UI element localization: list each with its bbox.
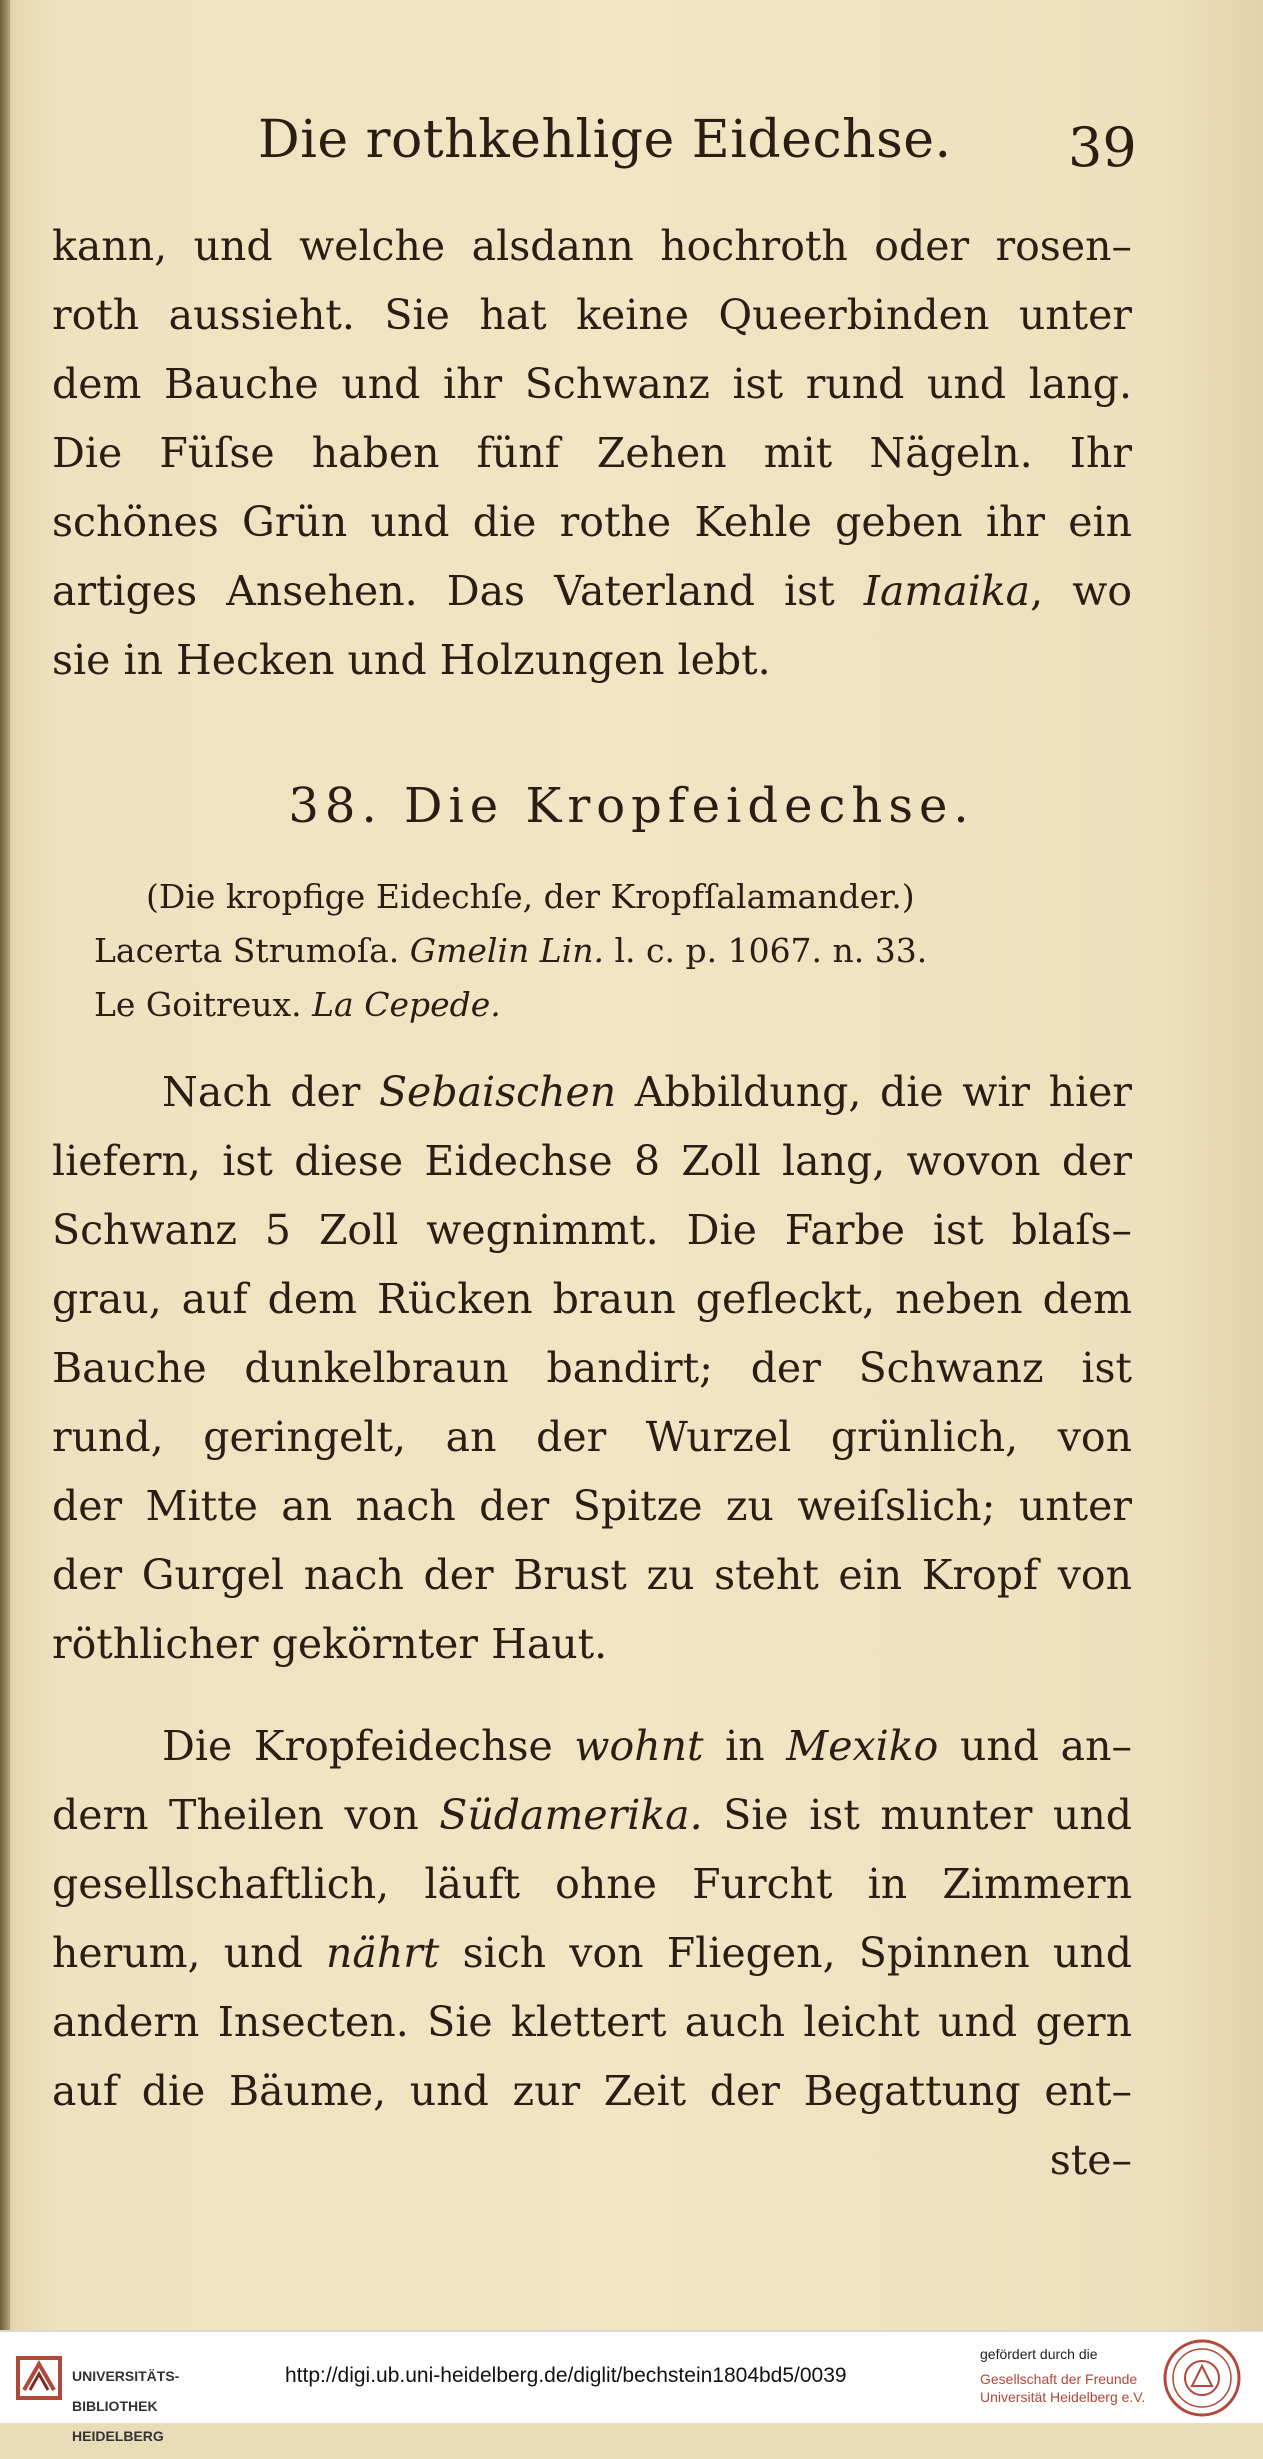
text-line	[52, 1712, 1132, 1781]
text-line: Die Füſse haben fünf Zehen mit Nägeln. Ihr	[52, 429, 1132, 477]
text-run: sich von Fliegen, Spinnen und	[439, 1929, 1132, 1977]
text-run: in	[703, 1722, 787, 1770]
text-run: , wo	[1030, 567, 1132, 615]
sponsor-name	[980, 2370, 1145, 2406]
place-name-italic: Mexiko	[786, 1722, 939, 1770]
keyword-italic: wohnt	[574, 1722, 704, 1770]
synonym-line	[94, 978, 1094, 1032]
paragraph-description	[52, 1058, 1132, 1679]
text-line	[52, 557, 1132, 626]
text-line: rund, geringelt, an der Wurzel grünlich, von	[52, 1413, 1132, 1461]
author-italic: Gmelin Lin.	[409, 931, 604, 970]
running-title: Die rothkehlige Eidechse.	[258, 110, 952, 170]
text-run: Die Kropfeidechse	[162, 1722, 575, 1770]
synonym-block	[94, 870, 1094, 1032]
page-number: 39	[1068, 116, 1137, 179]
text-line: roth aussieht. Sie hat keine Queerbinden unter	[52, 291, 1132, 339]
text-run: Nach der	[162, 1068, 379, 1116]
text-run: Le Goitreux.	[94, 985, 313, 1024]
text-run: l. c. p. 1067. n. 33.	[603, 931, 928, 970]
synonym-line: (Die kropfige Eidechſe, der Kropfſalamander.)	[146, 877, 915, 916]
text-line	[52, 1781, 1132, 1850]
text-line: der Mitte an nach der Spitze zu weiſslich; unter	[52, 1482, 1132, 1530]
text-line: kann, und welche alsdann hochroth oder rosen–	[52, 222, 1132, 270]
paragraph-habitat	[52, 1712, 1132, 2195]
author-italic: La Cepede.	[312, 985, 501, 1024]
text-run: dern Theilen von	[52, 1791, 440, 1839]
sponsor-label: gefördert durch die	[980, 2346, 1098, 2362]
university-seal-icon	[1162, 2338, 1242, 2418]
source-italic: Sebaischen	[378, 1068, 617, 1116]
text-line: auf die Bäume, und zur Zeit der Begattung ent–	[52, 2067, 1132, 2115]
text-run: Abbildung, die wir hier	[616, 1068, 1132, 1116]
keyword-italic: nährt	[326, 1929, 440, 1977]
library-name-line: UNIVERSITÄTS-	[72, 2368, 180, 2384]
sponsor-name-line: Universität Heidelberg e.V.	[980, 2389, 1146, 2405]
text-line: der Gurgel nach der Brust zu steht ein Kropf von	[52, 1551, 1132, 1599]
paragraph-rothkehlige-end	[52, 212, 1132, 695]
text-run: Lacerta Strumoſa.	[94, 931, 410, 970]
sponsor-name-line: Gesellschaft der Freunde	[980, 2371, 1138, 2387]
text-line: Schwanz 5 Zoll wegnimmt. Die Farbe ist blaſs–	[52, 1206, 1132, 1254]
library-name-line: BIBLIOTHEK	[72, 2398, 158, 2414]
text-run: artiges Ansehen. Das Vaterland ist	[52, 567, 864, 615]
library-name-line: HEIDELBERG	[72, 2428, 164, 2444]
synonym-line	[94, 924, 1094, 978]
text-line: röthlicher gekörnter Haut.	[52, 1620, 608, 1668]
text-line	[52, 1058, 1132, 1127]
text-line: liefern, ist diese Eidechse 8 Zoll lang, wovon der	[52, 1137, 1132, 1185]
page-gutter-shadow	[0, 0, 10, 2330]
catchword: ste–	[1049, 2136, 1132, 2184]
text-line: grau, auf dem Rücken braun gefleckt, neben dem	[52, 1275, 1132, 1323]
text-line: gesellschaftlich, läuft ohne Furcht in Zimmern	[52, 1860, 1132, 1908]
library-logo-icon	[12, 2350, 66, 2404]
text-line	[52, 1919, 1132, 1988]
text-run: und an–	[938, 1722, 1132, 1770]
text-run: herum, und	[52, 1929, 327, 1977]
text-line: andern Insecten. Sie klettert auch leicht und gern	[52, 1998, 1132, 2046]
digitization-footer	[0, 2330, 1263, 2444]
text-line: schönes Grün und die rothe Kehle geben ihr ein	[52, 498, 1132, 546]
section-heading: 38. Die Kropfeidechse.	[288, 778, 975, 834]
running-header	[0, 100, 1263, 190]
text-run: Sie ist munter und	[702, 1791, 1132, 1839]
text-line: Bauche dunkelbraun bandirt; der Schwanz ist	[52, 1344, 1132, 1392]
place-name-italic: Iamaika	[863, 567, 1031, 615]
place-name-italic: Südamerika.	[439, 1791, 703, 1839]
text-line: dem Bauche und ihr Schwanz ist rund und lang.	[52, 360, 1132, 408]
permalink[interactable]: http://digi.ub.uni-heidelberg.de/diglit/bechstein1804bd5/0039	[285, 2364, 847, 2387]
text-line: sie in Hecken und Holzungen lebt.	[52, 636, 771, 684]
library-name	[72, 2354, 179, 2459]
